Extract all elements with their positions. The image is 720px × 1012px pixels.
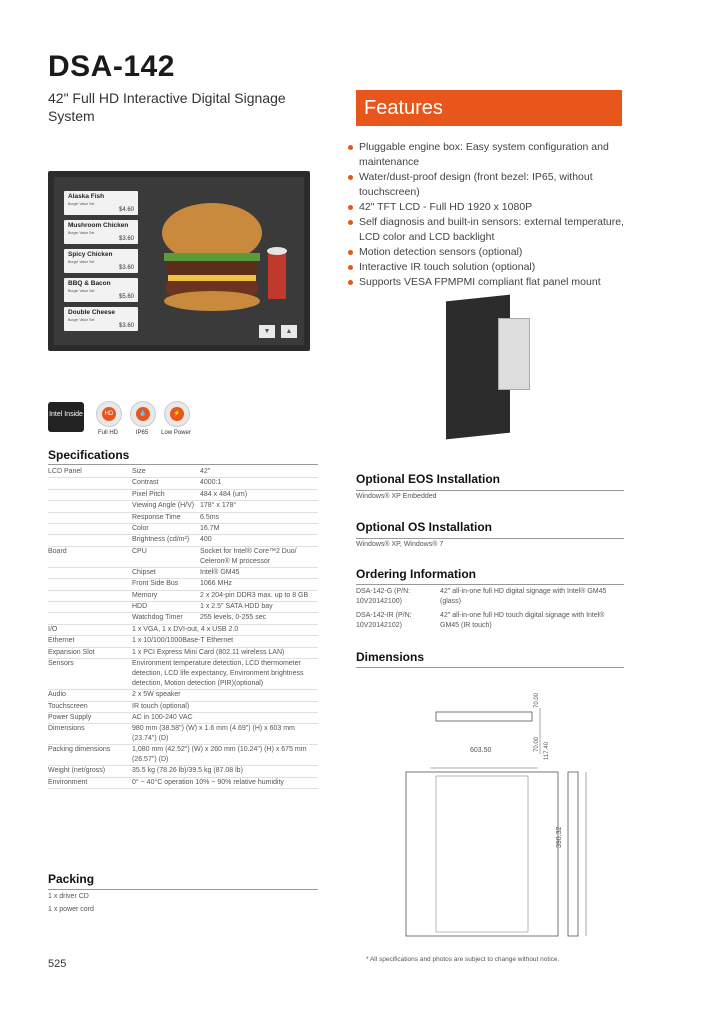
spec-row [48, 701, 318, 712]
features-heading: Features [356, 90, 622, 126]
burger-illustration [150, 191, 300, 321]
spec-value: AC in 100-240 VAC [132, 712, 318, 723]
feature-item: Supports VESA FPMPMI compliant flat panel mount [348, 275, 628, 290]
section-divider [356, 538, 624, 539]
spec-value: 0° ~ 40°C operation 10% ~ 90% relative humidity [132, 777, 318, 788]
ordering-model: DSA-142-IR (P/N: 10V20142102) [356, 612, 412, 629]
menu-item-name: Double Cheese [68, 309, 115, 316]
spec-group [48, 590, 132, 601]
spec-group: Touchscreen [48, 701, 132, 712]
intel-inside-icon: Intel Inside [48, 402, 84, 432]
spec-group [48, 613, 132, 624]
spec-key: Pixel Pitch [132, 489, 200, 500]
menu-item-sub: Burger Value Set [68, 318, 95, 322]
spec-row [48, 501, 318, 512]
optional-os-heading: Optional OS Installation [356, 520, 493, 534]
spec-group: Audio [48, 690, 132, 701]
dimension-label: 70.00 [534, 736, 540, 752]
full-hd-icon: HD [96, 401, 122, 427]
spec-group: Environment [48, 777, 132, 788]
menu-item-price: $4.60 [118, 207, 134, 213]
spec-key: Memory [132, 590, 200, 601]
spec-value: Socket for Intel® Core™2 Duo/ Celeron® M processor [200, 546, 318, 567]
section-divider [356, 584, 624, 585]
spec-value: 178° x 178° [200, 501, 318, 512]
ordering-desc: 42" all-in-one full HD digital signage with Intel® GM45 (glass) [440, 588, 607, 605]
ip65-icon: 💧 [130, 401, 156, 427]
spec-key: Color [132, 524, 200, 535]
ordering-model: DSA-142-G (P/N: 10V20142100) [356, 588, 411, 605]
spec-row [48, 659, 318, 690]
dimensions-heading: Dimensions [356, 650, 425, 664]
spec-value: 1066 MHz [200, 579, 318, 590]
arrow-down-button: ▼ [259, 325, 275, 338]
menu-item-sub: Burger Value Set [68, 260, 95, 264]
menu-item-name: Spicy Chicken [68, 251, 113, 258]
spec-group: Packing dimensions [48, 745, 132, 766]
ordering-row [356, 587, 624, 611]
dimension-label: 70.00 [534, 692, 540, 708]
spec-row [48, 602, 318, 613]
spec-row [48, 613, 318, 624]
spec-group [48, 579, 132, 590]
feature-item: Interactive IR touch solution (optional) [348, 260, 628, 275]
dimension-label: 117.40 [544, 742, 550, 760]
spec-row [48, 478, 318, 489]
menu-card [64, 307, 138, 331]
spec-value: 1 x 10/100/1000Base-T Ethernet [132, 636, 318, 647]
packing-item: 1 x power cord [48, 906, 94, 913]
spec-key: CPU [132, 546, 200, 567]
optional-eos-text: Windows® XP Embedded [356, 493, 437, 500]
spec-group [48, 602, 132, 613]
menu-item-price: $3.60 [118, 236, 134, 242]
section-divider [48, 464, 318, 465]
specifications-heading: Specifications [48, 448, 130, 462]
spec-row [48, 690, 318, 701]
dimension-label: 390.32 [556, 826, 563, 848]
spec-row [48, 546, 318, 567]
spec-value: Environment temperature detection, LCD thermometer detection, LCD life expectancy, Environment brightness detection, Motion detection (PIR)(optional) [132, 659, 318, 690]
spec-row [48, 636, 318, 647]
spec-group: Weight (net/gross) [48, 766, 132, 777]
spec-group: LCD Panel [48, 467, 132, 478]
spec-value: 980 mm (38.58") (W) x 1.6 mm (4.69") (H) x 603 mm (23.74") (D) [132, 724, 318, 745]
spec-value: 6.5ms [200, 512, 318, 523]
spec-group [48, 567, 132, 578]
spec-key: Viewing Angle (H/V) [132, 501, 200, 512]
spec-key: Watchdog Timer [132, 613, 200, 624]
spec-value: 42" [200, 467, 318, 478]
ordering-desc: 42" all-in-one full HD touch digital signage with Intel® GM45 (IR touch) [440, 612, 605, 629]
spec-group: I/O [48, 624, 132, 635]
spec-row [48, 535, 318, 546]
spec-value: 400 [200, 535, 318, 546]
spec-value: 35.5 kg (78.26 lb)/39.5 kg (87.08 lb) [132, 766, 318, 777]
spec-value: 255 levels, 0-255 sec [200, 613, 318, 624]
spec-group: Sensors [48, 659, 132, 690]
spec-row [48, 724, 318, 745]
ordering-heading: Ordering Information [356, 567, 476, 581]
section-divider [48, 889, 318, 890]
menu-item-sub: Burger Value Set [68, 289, 95, 293]
spec-value: Intel® GM45 [200, 567, 318, 578]
menu-card [64, 191, 138, 215]
menu-card [64, 220, 138, 244]
spec-key: Size [132, 467, 200, 478]
menu-card [64, 249, 138, 273]
arrow-up-button: ▲ [281, 325, 297, 338]
spec-group [48, 501, 132, 512]
section-divider [356, 667, 624, 668]
menu-item-name: BBQ & Bacon [68, 280, 111, 287]
spec-row [48, 467, 318, 478]
spec-key: Brightness (cd/m²) [132, 535, 200, 546]
spec-row [48, 745, 318, 766]
spec-value: 2 x 5W speaker [132, 690, 318, 701]
dimensions-drawing [400, 676, 600, 946]
spec-row [48, 567, 318, 578]
spec-group: Board [48, 546, 132, 567]
menu-item-price: $5.60 [118, 294, 134, 300]
menu-item-name: Alaska Fish [68, 193, 105, 200]
spec-group: Dimensions [48, 724, 132, 745]
features-list [348, 140, 628, 290]
spec-row [48, 647, 318, 658]
spec-row [48, 590, 318, 601]
signage-screen [54, 177, 304, 345]
optional-eos-heading: Optional EOS Installation [356, 472, 501, 486]
footnote: * All specifications and photos are subject to change without notice. [366, 956, 560, 963]
page-number: 525 [48, 958, 67, 970]
feature-item: Water/dust-proof design (front bezel: IP65, without touchscreen) [348, 170, 628, 200]
page-subtitle: 42" Full HD Interactive Digital Signage System [48, 90, 286, 124]
section-divider [356, 490, 624, 491]
spec-key: HDD [132, 602, 200, 613]
spec-key: Front Side Bus [132, 579, 200, 590]
spec-value: 1 x VGA, 1 x DVI-out, 4 x USB 2.0 [132, 624, 318, 635]
spec-value: 1 x 2.5" SATA HDD bay [200, 602, 318, 613]
feature-item: Pluggable engine box: Easy system configuration and maintenance [348, 140, 628, 170]
specifications-table [48, 467, 318, 789]
ordering-row [356, 611, 624, 631]
menu-item-price: $3.60 [118, 323, 134, 329]
spec-group: Expansion Slot [48, 647, 132, 658]
signage-monitor-image [48, 171, 310, 351]
spec-group [48, 524, 132, 535]
spec-group [48, 489, 132, 500]
menu-card [64, 278, 138, 302]
engine-box-image [498, 318, 530, 390]
packing-item: 1 x driver CD [48, 893, 89, 900]
ordering-table [356, 587, 624, 631]
spec-group [48, 478, 132, 489]
spec-value: IR touch (optional) [132, 701, 318, 712]
spec-row [48, 766, 318, 777]
spec-row [48, 489, 318, 500]
menu-item-price: $3.60 [118, 265, 134, 271]
optional-os-text: Windows® XP, Windows® 7 [356, 541, 444, 548]
spec-row [48, 579, 318, 590]
icon-label: IP65 [135, 430, 149, 436]
spec-row [48, 624, 318, 635]
spec-value: 4000:1 [200, 478, 318, 489]
spec-value: 2 x 204-pin DDR3 max. up to 8 GB [200, 590, 318, 601]
spec-key: Chipset [132, 567, 200, 578]
dimension-label: 603.50 [470, 747, 492, 754]
spec-row [48, 524, 318, 535]
icon-label: Low Power [161, 430, 191, 436]
low-power-icon: ⚡ [164, 401, 190, 427]
spec-value: 484 x 484 (um) [200, 489, 318, 500]
feature-item: Motion detection sensors (optional) [348, 245, 628, 260]
menu-item-sub: Burger Value Set [68, 231, 95, 235]
spec-value: 1 x PCI Express Mini Card (802.11 wireless LAN) [132, 647, 318, 658]
spec-key: Contrast [132, 478, 200, 489]
packing-heading: Packing [48, 872, 95, 886]
menu-item-sub: Burger Value Set [68, 202, 95, 206]
spec-row [48, 777, 318, 788]
spec-group: Power Supply [48, 712, 132, 723]
spec-group: Ethernet [48, 636, 132, 647]
spec-key: Response Time [132, 512, 200, 523]
spec-row [48, 712, 318, 723]
icon-label: Full HD [97, 430, 118, 436]
spec-value: 16.7M [200, 524, 318, 535]
spec-group [48, 512, 132, 523]
spec-value: 1,080 mm (42.52") (W) x 260 mm (10.24") (H) x 675 mm (26.57") (D) [132, 745, 318, 766]
spec-group [48, 535, 132, 546]
spec-row [48, 512, 318, 523]
feature-item: 42" TFT LCD - Full HD 1920 x 1080P [348, 200, 628, 215]
menu-item-name: Mushroom Chicken [68, 222, 129, 229]
page-title: DSA-142 [48, 50, 175, 83]
feature-item: Self diagnosis and built-in sensors: external temperature, LCD color and LCD backlight [348, 215, 628, 245]
